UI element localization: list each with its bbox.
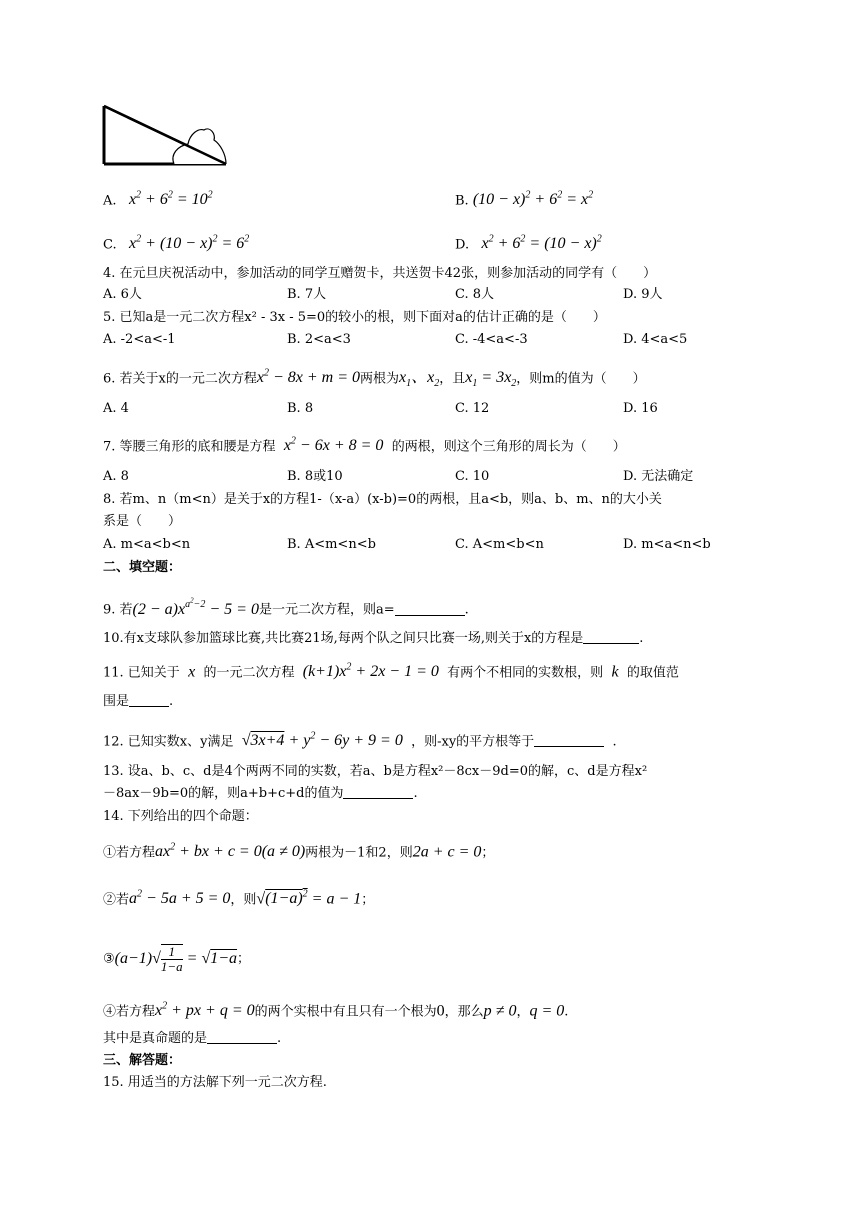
q6-roots: $x_1$、$x_2$	[399, 369, 440, 390]
q11-answer-blank	[129, 694, 169, 707]
q6-equation: $x^2 - 8x + m = 0$	[256, 368, 361, 387]
q14-p1-equation: $ax^2$ + bx + c = 0(a ≠ 0)	[155, 842, 306, 861]
q3-a-expr: $x^2 + 6^2 = 10^2$	[128, 190, 213, 209]
q15: 15. 用适当的方法解下列一元二次方程.	[103, 1075, 327, 1090]
q3-option-b: B. $(10 - x)^2 + 6^2 = x^2$	[455, 190, 594, 209]
q14-p1-result: 2a + c = 0	[412, 843, 482, 861]
q11-line1: 11. 已知关于 x 的一元二次方程 $(k+1)x^2 + 2x - 1 = 0$ 有两个不相同的实数根，则 k 的取值范	[103, 662, 679, 681]
q14-proposition-2: ②若$a^2 - 5a + 5 = 0$，则$√(1-a)^2 = a - 1$；	[103, 889, 375, 908]
q4-option-a: A. 6人	[103, 287, 142, 302]
q5-option-a: A. -2<a<-1	[103, 332, 176, 347]
q6-condition: $x_1 = 3x_2$	[465, 369, 517, 390]
q14-p4-equation: $x^2$ + px + q = 0	[155, 1001, 255, 1020]
q9-answer-blank	[395, 603, 465, 616]
q14-p4-result2: q = 0	[529, 1002, 565, 1020]
q3-option-c: C. $x^2 + (10 - x)^2 = 6^2$	[103, 234, 250, 253]
q9-equation: $(2 - a)x^{a^2-2} - 5 = 0$	[132, 597, 259, 618]
q14-proposition-4: ④若方程$x^2$ + px + q = 0的两个实根中有且只有一个根为0，那么p ≠ 0，q = 0.	[103, 1001, 569, 1020]
q13-line2: －8ax－9b=0的解，则a+b+c+d的值为 .	[103, 786, 418, 801]
q3-option-d: D. $x^2 + 6^2 = (10 - x)^2$	[455, 234, 602, 253]
q3-d-expr: $x^2 + 6^2 = (10 - x)^2$	[481, 234, 602, 253]
q3-c-expr: $x^2 + (10 - x)^2 = 6^2$	[129, 234, 250, 253]
q7-stem: 7. 等腰三角形的底和腰是方程 $x^2 - 6x + 8 = 0$ 的两根，则这个三角形的周长为（ ）	[103, 436, 626, 455]
q13-answer-blank	[343, 786, 413, 799]
q5-option-d: D. 4<a<5	[623, 332, 688, 347]
q13-line1: 13. 设a、b、c、d是4个两两不同的实数，若a、b是方程x²－8cx－9d=0的解，c、d是方程x²	[103, 764, 648, 779]
q4-stem: 4. 在元旦庆祝活动中，参加活动的同学互赠贺卡，共送贺卡42张，则参加活动的同学有（ ）	[103, 266, 657, 281]
q6-option-d: D. 16	[623, 401, 658, 416]
q7-equation: $x^2 - 6x + 8 = 0$	[283, 436, 384, 455]
q4-option-d: D. 9人	[623, 287, 663, 302]
q14-p3-equation: (a−1)√ $\frac{1}{1-a}$ = √1−a	[114, 944, 238, 974]
q7-option-a: A. 8	[103, 469, 129, 484]
q7-option-b: B. 8或10	[287, 469, 343, 484]
q4-option-c: C. 8人	[455, 287, 495, 302]
q8-option-b: B. A<m<n<b	[287, 537, 376, 552]
q6-stem: 6. 若关于x的一元二次方程$x^2 - 8x + m = 0$两根为$x_1$、$x_2$，且$x_1 = 3x_2$，则m的值为（ ）	[103, 368, 646, 390]
q12-answer-blank	[534, 734, 604, 747]
q8-stem-line1: 8. 若m、n（m<n）是关于x的方程1-（x-a）(x-b)=0的两根，且a<b，则a、b、m、n的大小关	[103, 492, 662, 507]
q5-option-b: B. 2<a<3	[287, 332, 351, 347]
q4-option-b: B. 7人	[287, 287, 327, 302]
q8-stem-line2: 系是（ ）	[103, 514, 182, 529]
q12-equation: $√3x+4 + y^2 - 6y + 9 = 0$	[241, 731, 403, 750]
q10-answer-blank	[583, 631, 639, 644]
q6-option-a: A. 4	[103, 401, 129, 416]
triangle-figure	[100, 102, 232, 168]
q14-p2-equation: $a^2 - 5a + 5 = 0$	[129, 889, 231, 908]
q14-stem: 14. 下列给出的四个命题：	[103, 809, 258, 824]
q3-b-expr: $(10 - x)^2 + 6^2 = x^2$	[472, 190, 594, 209]
q14-proposition-1: ①若方程$ax^2$ + bx + c = 0(a ≠ 0)两根为－1和2，则2a + c = 0；	[103, 842, 495, 861]
q6-option-c: C. 12	[455, 401, 490, 416]
q14-p4-result1: p ≠ 0	[483, 1002, 517, 1020]
q5-stem: 5. 已知a是一元二次方程x² - 3x - 5=0的较小的根，则下面对a的估计正确的是（ ）	[103, 310, 606, 325]
q8-option-d: D. m<a<n<b	[623, 537, 711, 552]
q14-answer: 其中是真命题的是 .	[103, 1031, 282, 1046]
q14-p2-result: $√(1-a)^2 = a - 1$	[256, 889, 362, 908]
q11-line2: 围是 .	[103, 694, 174, 709]
q8-option-a: A. m<a<b<n	[103, 537, 191, 552]
q3-option-a: A. $x^2 + 6^2 = 10^2$	[103, 190, 213, 209]
q8-option-c: C. A<m<b<n	[455, 537, 544, 552]
q12: 12. 已知实数x、y满足 $√3x+4 + y^2 - 6y + 9 = 0$ ，则-xy的平方根等于 .	[103, 731, 617, 750]
q11-equation: $(k+1)x^2 + 2x - 1 = 0$	[302, 662, 439, 681]
q6-option-b: B. 8	[287, 401, 314, 416]
q14-proposition-3: ③(a−1)√ $\frac{1}{1-a}$ = √1−a；	[103, 944, 251, 974]
q7-option-d: D. 无法确定	[623, 469, 694, 484]
q7-option-c: C. 10	[455, 469, 490, 484]
rock-shape	[173, 129, 226, 164]
q14-answer-blank	[207, 1031, 277, 1044]
q10: 10.有x支球队参加篮球比赛,共比赛21场,每两个队之间只比赛一场,则关于x的方程是 .	[103, 631, 644, 646]
section-solve-heading: 三、解答题：	[103, 1053, 182, 1068]
q9: 9. 若$(2 - a)x^{a^2-2} - 5 = 0$是一元二次方程，则a= .	[103, 597, 469, 618]
section-fill-in-heading: 二、填空题：	[103, 560, 182, 575]
q5-option-c: C. -4<a<-3	[455, 332, 528, 347]
